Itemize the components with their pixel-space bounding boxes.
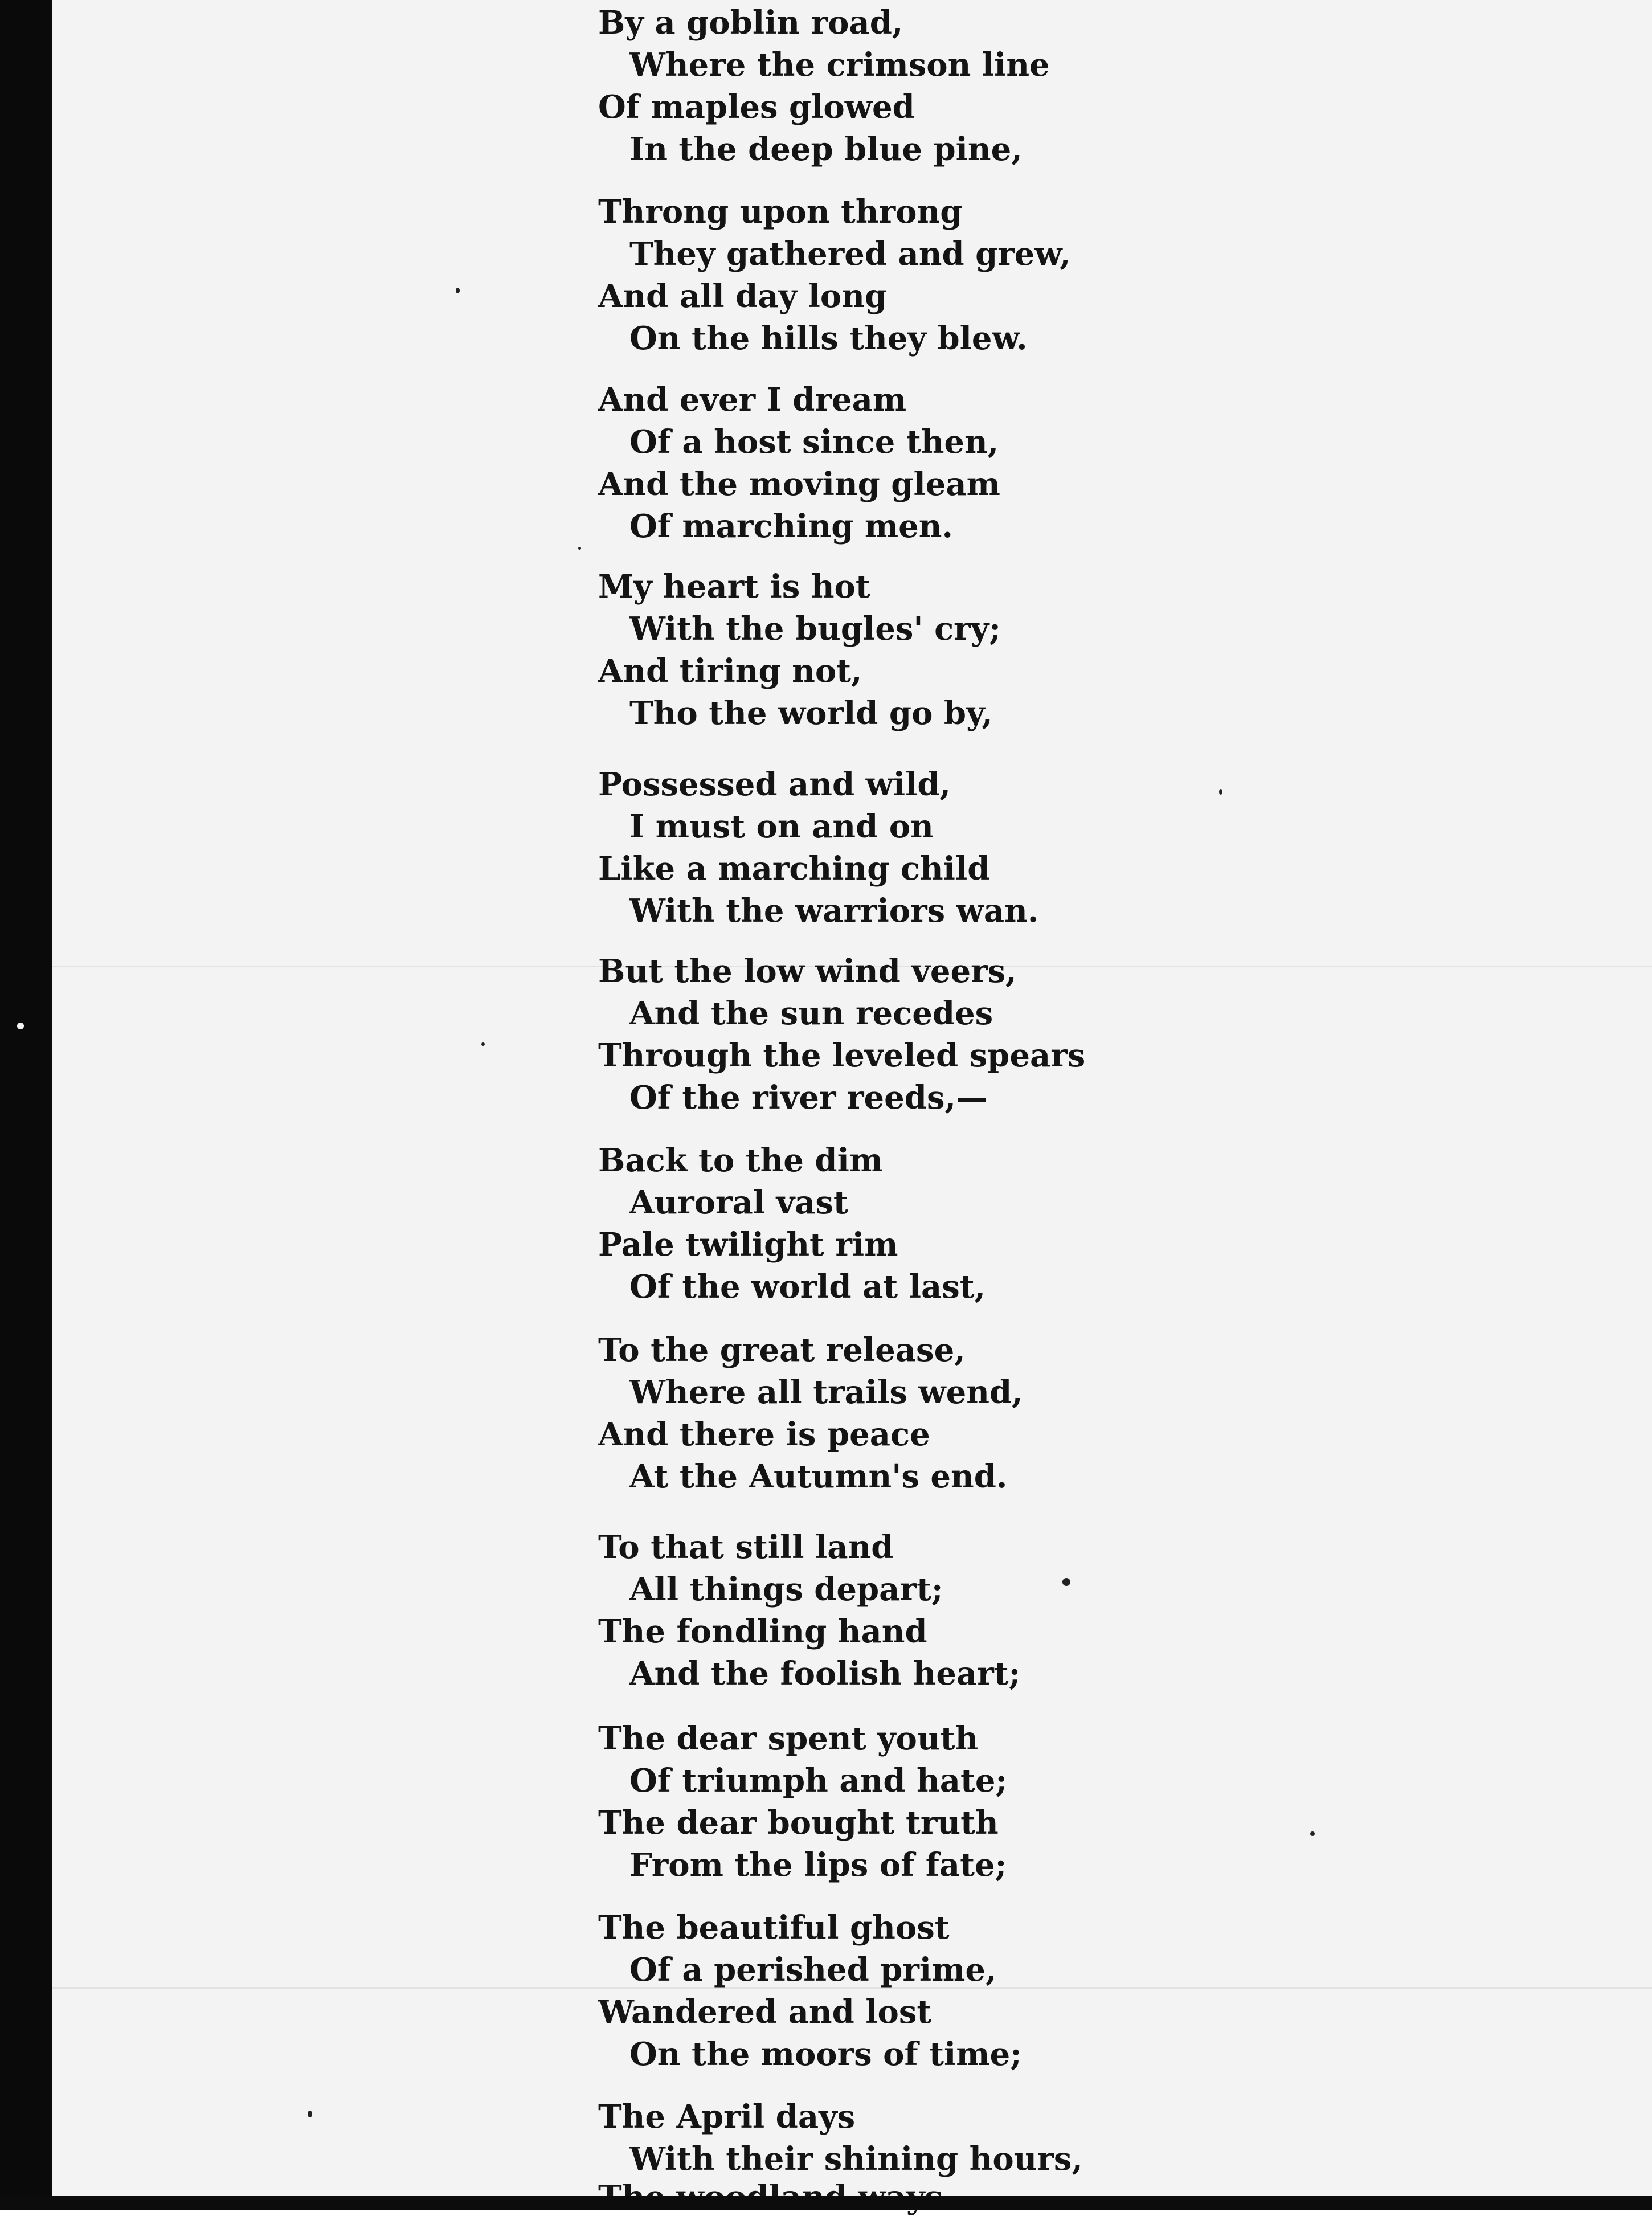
poem-line: And the moving gleam	[598, 465, 1000, 503]
poem-line: All things depart;	[629, 1571, 943, 1608]
poem-line: Where the crimson line	[629, 46, 1050, 84]
poem-line: And the sun recedes	[629, 995, 993, 1032]
poem-line: Back to the dim	[598, 1142, 884, 1179]
poem-line: In the deep blue pine,	[629, 130, 1023, 168]
poem-line: And there is peace	[598, 1416, 930, 1453]
poem-line: With their shining hours,	[629, 2140, 1083, 2178]
poem-line: To the great release,	[598, 1331, 966, 1369]
poem-line: The dear spent youth	[598, 1720, 979, 1757]
poem-line: Of a perished prime,	[629, 1951, 997, 1989]
poem-line: Possessed and wild,	[598, 766, 951, 803]
ink-speck	[308, 2111, 312, 2117]
poem-line: Auroral vast	[629, 1184, 848, 1221]
poem-line: From the lips of fate;	[629, 1846, 1007, 1884]
poem-line: But the low wind veers,	[598, 952, 1017, 990]
poem-line: Wandered and lost	[598, 1993, 932, 2031]
poem-line: And the foolish heart;	[629, 1655, 1021, 1692]
poem-line: Of triumph and hate;	[629, 1762, 1008, 1800]
ink-speck	[17, 1023, 24, 1029]
poem-line: With the bugles' cry;	[629, 610, 1001, 648]
poem-line: Like a marching child	[598, 850, 990, 888]
poem-line: Of maples glowed	[598, 88, 915, 126]
poem-line: Through the leveled spears	[598, 1037, 1086, 1074]
poem-line: Pale twilight rim	[598, 1226, 898, 1264]
poem-text	[598, 0, 1282, 2196]
poem-line: And ever I dream	[598, 381, 907, 419]
poem-line: And tiring not,	[598, 652, 862, 690]
ink-speck	[481, 1042, 485, 1046]
poem-line: Of a host since then,	[629, 423, 999, 461]
poem-line: Of the river reeds,—	[629, 1079, 988, 1117]
poem-line: On the moors of time;	[629, 2035, 1022, 2073]
poem-line: And all day long	[598, 277, 888, 315]
poem-line: Where all trails wend,	[629, 1373, 1023, 1411]
poem-line: The fondling hand	[598, 1613, 927, 1650]
poem-line: Of marching men.	[629, 508, 953, 545]
ink-speck	[456, 288, 460, 293]
poem-line: By a goblin road,	[598, 4, 903, 42]
poem-line: Throng upon throng	[598, 193, 963, 231]
poem-line: They gathered and grew,	[629, 235, 1071, 273]
scan-bottom-border	[0, 2196, 1652, 2210]
poem-line: At the Autumn's end.	[629, 1458, 1008, 1495]
poem-line: I must on and on	[629, 808, 934, 845]
poem-line: The dear bought truth	[598, 1804, 999, 1842]
ink-speck	[1310, 1831, 1315, 1836]
poem-line: Of the world at last,	[629, 1268, 986, 1306]
poem-line: To that still land	[598, 1528, 894, 1566]
poem-line: With the warriors wan.	[629, 892, 1039, 930]
poem-line: My heart is hot	[598, 568, 870, 606]
ink-speck	[578, 547, 581, 550]
poem-line: The April days	[598, 2098, 856, 2136]
scan-left-border	[0, 0, 52, 2210]
poem-line: The beautiful ghost	[598, 1909, 950, 1947]
poem-line: On the hills they blew.	[629, 320, 1028, 357]
poem-line: Tho the world go by,	[629, 694, 993, 732]
